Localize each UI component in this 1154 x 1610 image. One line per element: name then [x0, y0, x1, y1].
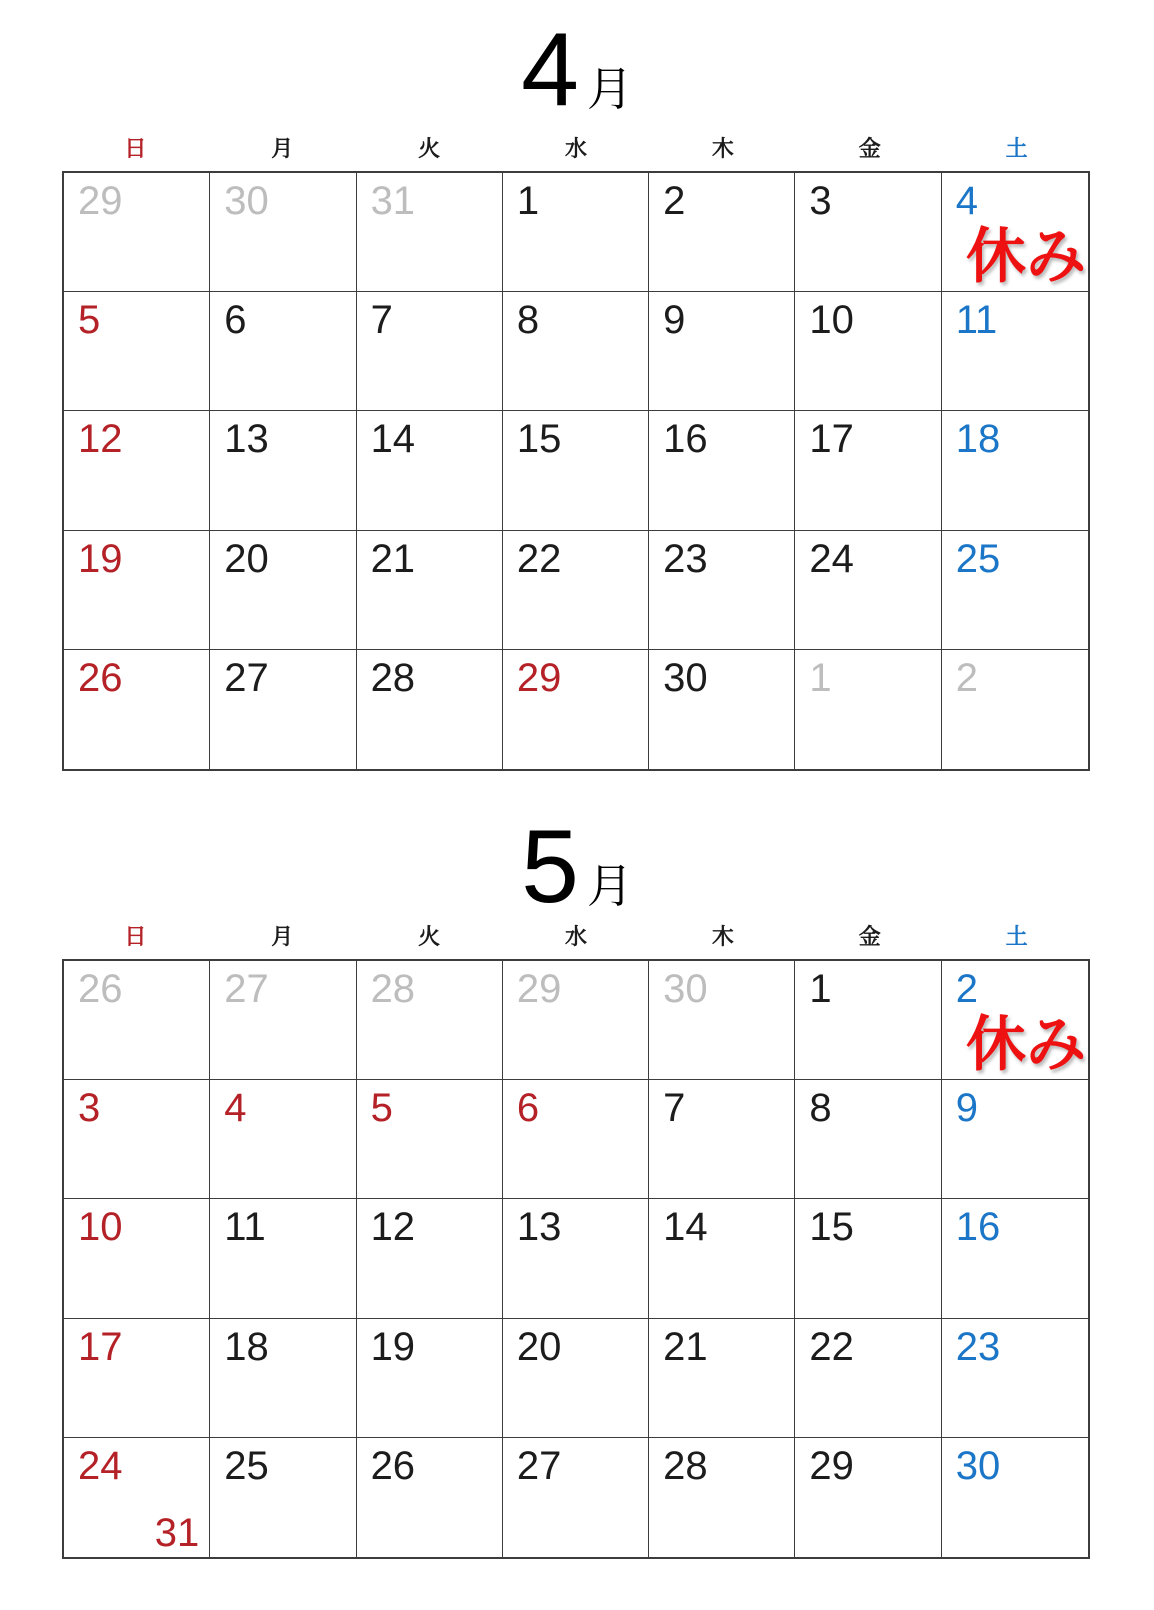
- day-number: 1: [809, 967, 832, 1011]
- day-number: 30: [663, 655, 708, 700]
- day-number: 27: [516, 1443, 562, 1488]
- day-cell: [503, 1080, 649, 1199]
- day-cell: [64, 961, 210, 1080]
- day-cell: [357, 1080, 503, 1199]
- day-number: 31: [370, 179, 416, 223]
- day-cell: [503, 1199, 649, 1318]
- day-number: 11: [224, 1205, 266, 1250]
- day-cell: [64, 531, 210, 650]
- day-cell: [942, 1438, 1088, 1557]
- day-cell: [649, 411, 795, 530]
- day-cell: [503, 292, 649, 411]
- month-kanji-suffix: 月: [586, 63, 633, 115]
- day-number: 6: [224, 298, 247, 343]
- day-number: 27: [224, 655, 269, 700]
- weekday-label: 金: [858, 923, 881, 949]
- day-cell: [649, 961, 795, 1080]
- day-number: 28: [370, 655, 416, 700]
- weekday-label: 月: [271, 135, 294, 161]
- weekday-label: 土: [1005, 923, 1028, 949]
- day-number: 3: [78, 1086, 101, 1131]
- day-number: 18: [224, 1324, 269, 1369]
- day-cell: [942, 650, 1088, 769]
- day-number: 10: [78, 1205, 123, 1250]
- day-number: 8: [516, 298, 540, 343]
- weekday-label: 木: [711, 923, 734, 949]
- day-cell: [64, 292, 210, 411]
- month-title-april: [0, 12, 1154, 128]
- day-number-extra: 31: [154, 1510, 200, 1555]
- day-number: 10: [809, 298, 854, 343]
- day-number: 29: [809, 1443, 854, 1488]
- day-cell: [357, 1438, 503, 1557]
- day-cell: [64, 1319, 210, 1438]
- day-cell: [210, 1319, 356, 1438]
- day-number: 9: [663, 298, 686, 343]
- day-number: 23: [955, 1324, 1001, 1369]
- day-cell: [64, 173, 210, 292]
- calendar-grid-april: [62, 171, 1090, 771]
- day-number: 7: [663, 1086, 686, 1131]
- day-cell: [357, 650, 503, 769]
- day-cell: [942, 531, 1088, 650]
- day-cell: [503, 531, 649, 650]
- day-cell: [357, 411, 503, 530]
- day-cell: [210, 1080, 356, 1199]
- day-cell: [503, 1438, 649, 1557]
- day-cell: [357, 173, 503, 292]
- day-cell: [503, 961, 649, 1080]
- day-number: 25: [224, 1443, 269, 1488]
- day-number: 30: [955, 1443, 1001, 1488]
- day-number: 19: [78, 536, 123, 581]
- day-cell: [649, 1319, 795, 1438]
- day-number: 26: [370, 1443, 416, 1488]
- day-number: 6: [516, 1086, 540, 1131]
- day-number: 4: [224, 1086, 247, 1131]
- day-cell: [210, 1199, 356, 1318]
- day-number: 9: [955, 1086, 978, 1131]
- day-cell: [649, 531, 795, 650]
- day-cell: [942, 292, 1088, 411]
- calendar-grid-may: [62, 959, 1090, 1559]
- month-number: 4: [521, 12, 579, 128]
- day-number: 2: [955, 967, 978, 1011]
- day-number: 1: [809, 655, 832, 700]
- day-number: 13: [516, 1205, 562, 1250]
- weekday-label: 日: [124, 135, 147, 161]
- day-number: 24: [809, 536, 854, 581]
- day-cell: [210, 292, 356, 411]
- weekday-label: 金: [858, 135, 881, 161]
- day-number: 24: [78, 1443, 123, 1488]
- day-cell: [357, 961, 503, 1080]
- day-cell: [942, 173, 1088, 292]
- day-cell: [795, 650, 941, 769]
- day-cell: [357, 531, 503, 650]
- day-cell: [357, 1199, 503, 1318]
- day-number: 15: [516, 417, 562, 462]
- holiday-note: 休み: [966, 1011, 1086, 1079]
- day-number: 2: [955, 655, 978, 700]
- day-cell: [503, 173, 649, 292]
- day-cell: [942, 961, 1088, 1080]
- day-number: 29: [516, 655, 562, 700]
- weekday-label: 木: [711, 135, 734, 161]
- day-number: 22: [809, 1324, 854, 1369]
- month-title-may: [0, 809, 1154, 925]
- day-number: 29: [78, 179, 123, 223]
- day-cell: [795, 961, 941, 1080]
- day-cell: [503, 650, 649, 769]
- day-cell: [503, 411, 649, 530]
- day-cell: [210, 173, 356, 292]
- month-kanji-suffix: 月: [586, 860, 633, 912]
- day-number: 12: [78, 417, 123, 462]
- day-number: 21: [370, 536, 416, 581]
- day-number: 17: [78, 1324, 123, 1369]
- weekday-label: 月: [271, 923, 294, 949]
- day-cell: [649, 173, 795, 292]
- day-number: 18: [955, 417, 1001, 462]
- day-cell: [64, 1199, 210, 1318]
- day-number: 15: [809, 1205, 854, 1250]
- holiday-note: 休み: [966, 223, 1086, 291]
- weekday-header-may: [62, 918, 1090, 952]
- day-number: 30: [663, 967, 708, 1011]
- day-cell: [649, 650, 795, 769]
- day-number: 5: [78, 298, 101, 343]
- day-number: 8: [809, 1086, 832, 1131]
- day-number: 26: [78, 655, 123, 700]
- day-cell: [357, 292, 503, 411]
- day-number: 7: [370, 298, 393, 343]
- day-cell: [64, 1080, 210, 1199]
- day-cell: [795, 292, 941, 411]
- day-number: 28: [663, 1443, 708, 1488]
- day-cell: [210, 411, 356, 530]
- day-cell: [942, 1199, 1088, 1318]
- day-number: 20: [516, 1324, 562, 1369]
- day-number: 28: [370, 967, 416, 1011]
- weekday-label: 水: [564, 135, 587, 161]
- day-cell: [649, 1199, 795, 1318]
- day-cell: [795, 1080, 941, 1199]
- day-cell: [649, 292, 795, 411]
- day-number: 3: [809, 179, 832, 223]
- day-cell: [357, 1319, 503, 1438]
- day-cell: [942, 1319, 1088, 1438]
- day-cell: [210, 1438, 356, 1557]
- day-number: 2: [663, 179, 686, 223]
- day-number: 1: [516, 179, 540, 223]
- day-number: 5: [370, 1086, 393, 1131]
- day-cell: [64, 1438, 210, 1557]
- day-number: 29: [516, 967, 562, 1011]
- day-cell: [942, 411, 1088, 530]
- day-number: 19: [370, 1324, 416, 1369]
- day-number: 20: [224, 536, 269, 581]
- day-cell: [210, 961, 356, 1080]
- day-cell: [64, 650, 210, 769]
- day-cell: [795, 173, 941, 292]
- day-number: 16: [663, 417, 708, 462]
- day-number: 4: [955, 179, 978, 223]
- day-cell: [942, 1080, 1088, 1199]
- day-number: 21: [663, 1324, 708, 1369]
- day-number: 27: [224, 967, 269, 1011]
- day-number: 12: [370, 1205, 416, 1250]
- day-number: 14: [663, 1205, 708, 1250]
- day-cell: [649, 1080, 795, 1199]
- day-number: 16: [955, 1205, 1001, 1250]
- day-cell: [210, 531, 356, 650]
- day-number: 22: [516, 536, 562, 581]
- day-cell: [795, 1438, 941, 1557]
- day-number: 13: [224, 417, 269, 462]
- weekday-label: 土: [1005, 135, 1028, 161]
- day-number: 23: [663, 536, 708, 581]
- weekday-label: 火: [418, 923, 441, 949]
- day-cell: [795, 531, 941, 650]
- month-number: 5: [521, 809, 579, 925]
- day-cell: [210, 650, 356, 769]
- weekday-label: 火: [418, 135, 441, 161]
- day-number: 17: [809, 417, 854, 462]
- day-cell: [795, 1199, 941, 1318]
- day-number: 30: [224, 179, 269, 223]
- day-number: 26: [78, 967, 123, 1011]
- day-cell: [649, 1438, 795, 1557]
- day-cell: [503, 1319, 649, 1438]
- day-number: 11: [955, 298, 998, 343]
- weekday-label: 日: [124, 923, 147, 949]
- day-number: 25: [955, 536, 1001, 581]
- day-cell: [795, 411, 941, 530]
- weekday-label: 水: [564, 923, 587, 949]
- day-cell: [64, 411, 210, 530]
- weekday-header-april: [62, 130, 1090, 164]
- day-cell: [795, 1319, 941, 1438]
- day-number: 14: [370, 417, 416, 462]
